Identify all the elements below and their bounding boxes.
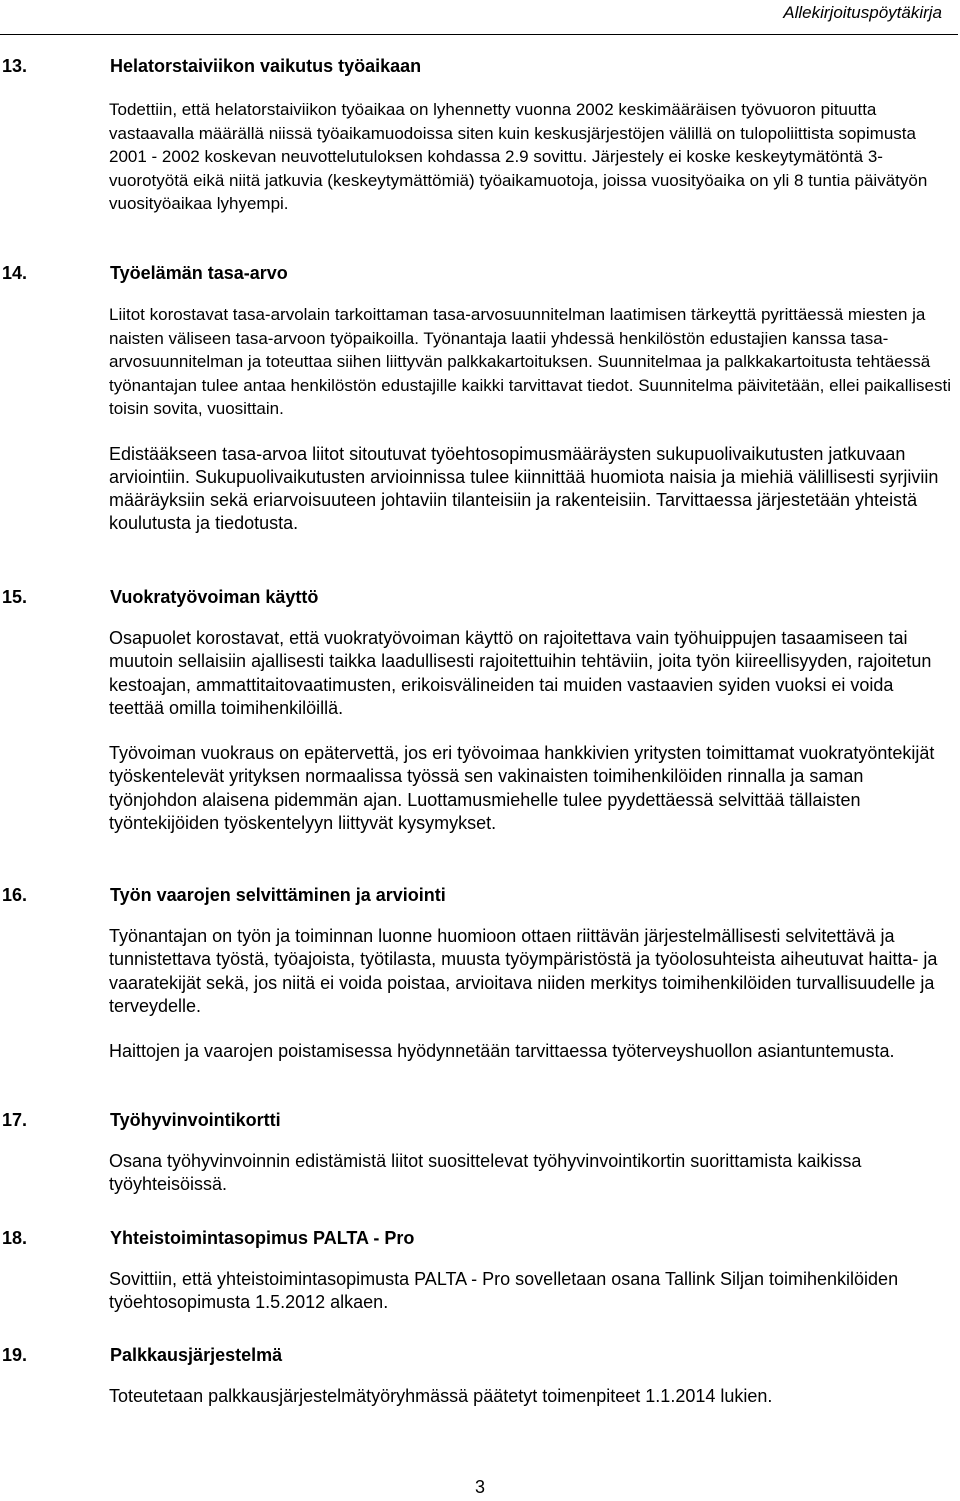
- section-number: 14.: [2, 263, 28, 283]
- section-paragraph: Toteutetaan palkkausjärjestelmätyöryhmässä päätetyt toimenpiteet 1.1.2014 lukien.: [109, 1386, 773, 1406]
- section-title: Helatorstaiviikon vaikutus työaikaan: [110, 56, 422, 76]
- section-number: 13.: [2, 56, 28, 76]
- section-number: 15.: [2, 587, 28, 607]
- section-paragraph: Edistääkseen tasa-arvoa liitot sitoutuvat työehtosopimusmääräysten sukupuolivaikutusten jatkuvaan arviointiin. Sukupuolivaikutusten arvioinnissa tulee kiinnittää huomiota naisia ja miehiä välillisesti syrjiviin määräyksiin sekä eriarvoisuuteen johtaviin tilanteisiin ja rakenteisiin. Tarvittaessa järjestetään yhteistä koulutusta ja tiedotusta.: [109, 443, 939, 534]
- section-15: [0, 585, 960, 835]
- section-heading: [0, 261, 960, 287]
- page-number: 3: [474, 1477, 485, 1497]
- document-type-header: Allekirjoituspöytäkirja: [783, 3, 942, 22]
- section-heading: [0, 585, 960, 611]
- header-divider: [0, 34, 958, 35]
- section-heading: [0, 1226, 960, 1252]
- section-14: [0, 261, 960, 536]
- section-17: [0, 1108, 960, 1197]
- section-19: [0, 1343, 960, 1408]
- section-number: 17.: [2, 1110, 28, 1130]
- section-title: Työelämän tasa-arvo: [110, 263, 288, 283]
- section-title: Palkkausjärjestelmä: [110, 1345, 283, 1365]
- section-number: 19.: [2, 1345, 28, 1365]
- section-paragraph: Työvoiman vuokraus on epätervettä, jos eri työvoimaa hankkivien yritysten toimittamat vuokratyöntekijät työskentelevät yrityksen normaalissa työssä sen vakinaisten toimihenkilöiden rinnalla ja saman työnjohdon alaisena pidemmän ajan. Luottamusmiehelle tulee pyydettäessä selvittää tällaisten työntekijöiden työskentelyyn liittyvät kysymykset.: [109, 743, 935, 834]
- section-paragraph: Sovittiin, että yhteistoimintasopimusta PALTA - Pro sovelletaan osana Tallink Siljan toimihenkilöiden työehtosopimusta 1.5.2012 alkaen.: [109, 1269, 899, 1313]
- section-paragraph: Haittojen ja vaarojen poistamisessa hyödynnetään tarvittaessa työterveyshuollon asiantuntemusta.: [109, 1041, 895, 1062]
- section-heading: [0, 1343, 960, 1369]
- section-16: [0, 883, 960, 1063]
- section-title: Työhyvinvointikortti: [110, 1110, 281, 1130]
- section-title: Yhteistoimintasopimus PALTA - Pro: [110, 1228, 415, 1248]
- section-paragraph: Työnantajan on työn ja toiminnan luonne huomioon ottaen riittävän järjestelmällisesti selvitettävä ja tunnistettava työstä, työajoista, työtilasta, muusta työympäristöstä ja työolosuhteista aiheutuvat haitta- ja vaaratekijät sekä, jos niitä ei voida poistaa, arvioitava niiden merkitys toimihenkilöiden turvallisuudelle ja terveydelle.: [109, 926, 938, 1016]
- section-paragraph: Osapuolet korostavat, että vuokratyövoiman käyttö on rajoitettava vain työhuippujen tasaamiseen tai muutoin sellaisiin ajallisesti taikka laadullisesti rajoitettuihin tehtäviin, joita työn kiireellisyyden, rajoitetun kestoajan, ammattitaitovaatimusten, erikoisvälineiden tai muiden vastaavien syiden vuoksi ei voida teettää omilla toimihenkilöillä.: [109, 628, 932, 718]
- section-number: 18.: [2, 1228, 28, 1248]
- section-paragraph: Osana työhyvinvoinnin edistämistä liitot suosittelevat työhyvinvointikortin suorittamista kaikissa työyhteisöissä.: [109, 1151, 862, 1195]
- section-title: Vuokratyövoiman käyttö: [110, 587, 319, 607]
- section-number: 16.: [2, 885, 28, 905]
- section-paragraph: Liitot korostavat tasa-arvolain tarkoittaman tasa-arvosuunnitelman laatimisen tärkeyttä pyrittäessä miesten ja naisten väliseen tasa-arvoon työpaikoilla. Työnantaja laatii yhdessä henkilöstön edustajien kanssa tasa-arvosuunnitelman ja toteuttaa siihen liittyvän palkkakartoituksen. Suunnitelmaa ja palkkakartoitusta tehtäessä työnantajan tulee antaa henkilöstön edustajille kaikki tarvittavat tiedot. Suunnitelma päivitetään, ellei paikallisesti toisin sovita, vuosittain.: [109, 305, 952, 418]
- section-heading: [0, 1108, 960, 1134]
- section-heading: [0, 883, 960, 909]
- section-18: [0, 1226, 960, 1315]
- section-heading: [0, 54, 960, 80]
- section-13: [0, 54, 960, 216]
- section-title: Työn vaarojen selvittäminen ja arviointi: [110, 885, 446, 905]
- section-paragraph: Todettiin, että helatorstaiviikon työaikaa on lyhennetty vuonna 2002 keskimääräisen työvuoron pituutta vastaavalla määrällä niissä työaikamuodoissa siten kuin keskusjärjestöjen välillä on tulopoliittista sopimusta 2001 - 2002 koskevan neuvottelutuloksen kohdassa 2.9 sovittu. Järjestely ei koske keskeytymätöntä 3-vuorotyötä eikä niitä jatkuvia (keskeytymättömiä) työaikamuotoja, joissa vuosityöaika on yli 8 tuntia päivätyön vuosityöaikaa lyhyempi.: [109, 100, 928, 213]
